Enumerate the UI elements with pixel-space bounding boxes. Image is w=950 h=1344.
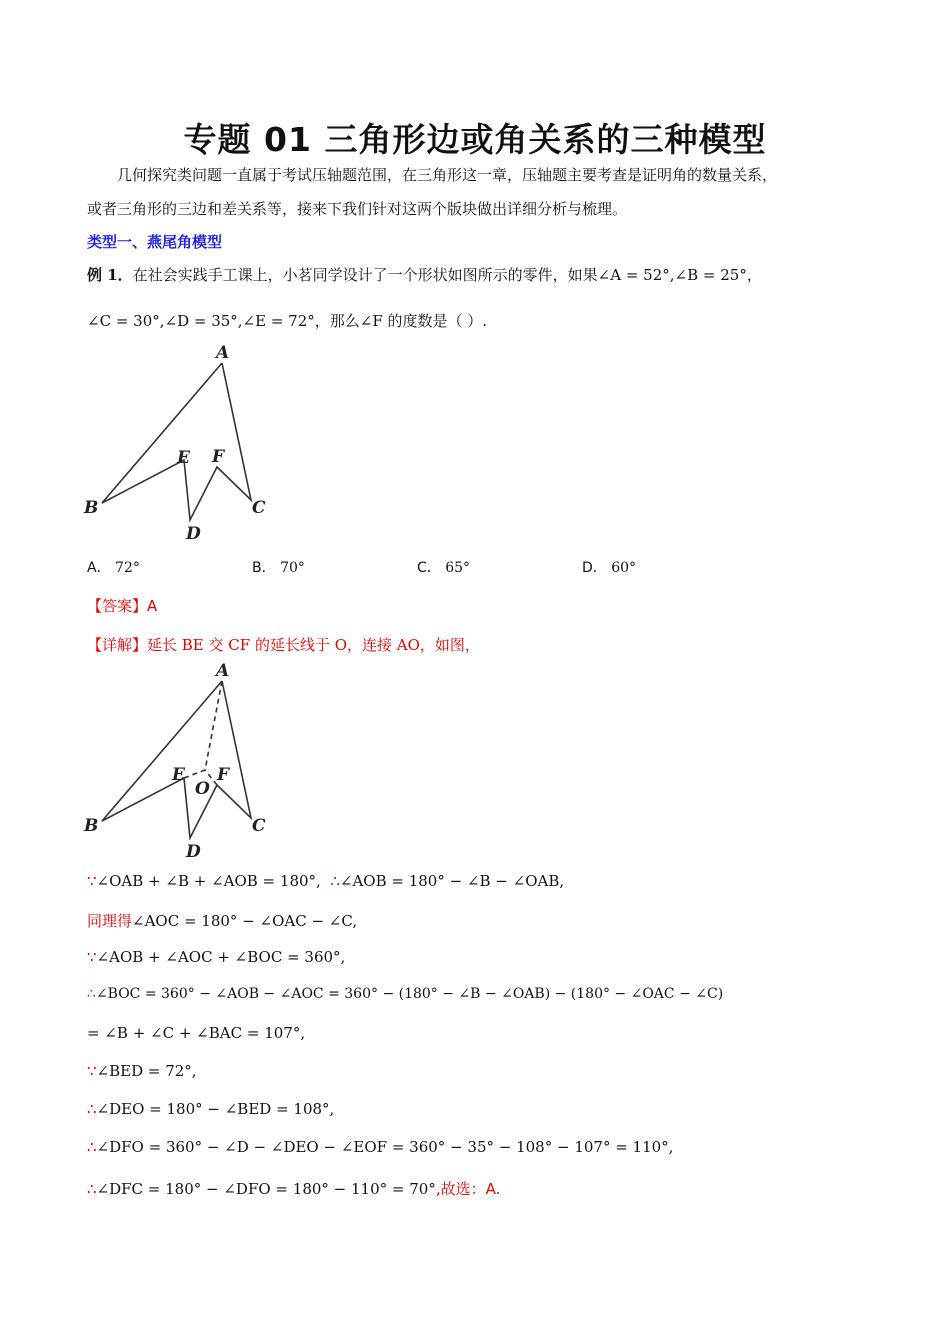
label-A: A: [216, 661, 230, 681]
option-a[interactable]: A． 72°: [87, 560, 140, 576]
label-D: D: [186, 524, 201, 544]
detail-line: [87, 634, 480, 655]
step-3: ∵∠AOB + ∠AOC + ∠BOC = 360°,: [87, 948, 346, 966]
label-C: C: [252, 816, 266, 836]
step-4: ∴∠BOC = 360° − ∠AOB − ∠AOC = 360° − (180° − ∠B − ∠OAB) − (180° − ∠OAC − ∠C): [87, 986, 724, 1002]
label-A: A: [216, 343, 230, 363]
label-E: E: [172, 765, 185, 785]
label-F: F: [212, 447, 225, 467]
figure-swallowtail: [80, 340, 280, 545]
option-d[interactable]: D． 60°: [582, 560, 637, 576]
option-b[interactable]: B． 70°: [252, 560, 305, 576]
answer-line: [87, 595, 157, 616]
figure-swallowtail-construction: [80, 658, 280, 863]
example-text-1: 在社会实践手工课上，小茗同学设计了一个形状如图所示的零件，如果∠A = 52°,∠B = 25°，: [132, 266, 762, 284]
example-line-2: ∠C = 30°,∠D = 35°,∠E = 72°，那么∠F 的度数是（ ）.: [87, 312, 488, 330]
label-D: D: [186, 842, 201, 862]
intro-line-2: 或者三角形的三边和差关系等，接来下我们针对这两个版块做出详细分析与梳理。: [87, 200, 628, 218]
detail-label: 【详解】: [87, 636, 148, 654]
step-6: ∵∠BED = 72°,: [87, 1062, 197, 1080]
detail-text: 延长 BE 交 CF 的延长线于 O，连接 AO，如图，: [147, 636, 480, 654]
label-B: B: [84, 498, 99, 518]
option-c[interactable]: C． 65°: [417, 560, 471, 576]
page-title: 专题 01 三角形边或角关系的三种模型: [183, 120, 767, 159]
step-8: ∴∠DFO = 360° − ∠D − ∠DEO − ∠EOF = 360° − 35° − 108° − 107° = 110°,: [87, 1138, 674, 1156]
answer-label: 【答案】: [87, 597, 148, 615]
label-F: F: [217, 765, 230, 785]
intro-line-1: 几何探究类问题一直属于考试压轴题范围，在三角形这一章，压轴题主要考查是证明角的数量关系，: [117, 166, 778, 184]
answer-value: A: [147, 597, 158, 615]
label-O: O: [195, 779, 210, 799]
label-E: E: [177, 448, 190, 468]
step-7: ∴∠DEO = 180° − ∠BED = 108°,: [87, 1100, 335, 1118]
label-C: C: [252, 498, 266, 518]
step-9: ∴∠DFC = 180° − ∠DFO = 180° − 110° = 70°,故选：A.: [87, 1180, 501, 1198]
section-heading: 类型一、燕尾角模型: [87, 233, 223, 251]
example-line-1: [87, 264, 762, 285]
step-2: 同理得∠AOC = 180° − ∠OAC − ∠C,: [87, 912, 358, 930]
label-B: B: [84, 816, 99, 836]
step-5: = ∠B + ∠C + ∠BAC = 107°,: [87, 1024, 306, 1042]
example-label: 例 1．: [87, 266, 133, 284]
step-1: ∵∠OAB + ∠B + ∠AOB = 180°, ∴∠AOB = 180° − ∠B − ∠OAB,: [87, 872, 565, 890]
